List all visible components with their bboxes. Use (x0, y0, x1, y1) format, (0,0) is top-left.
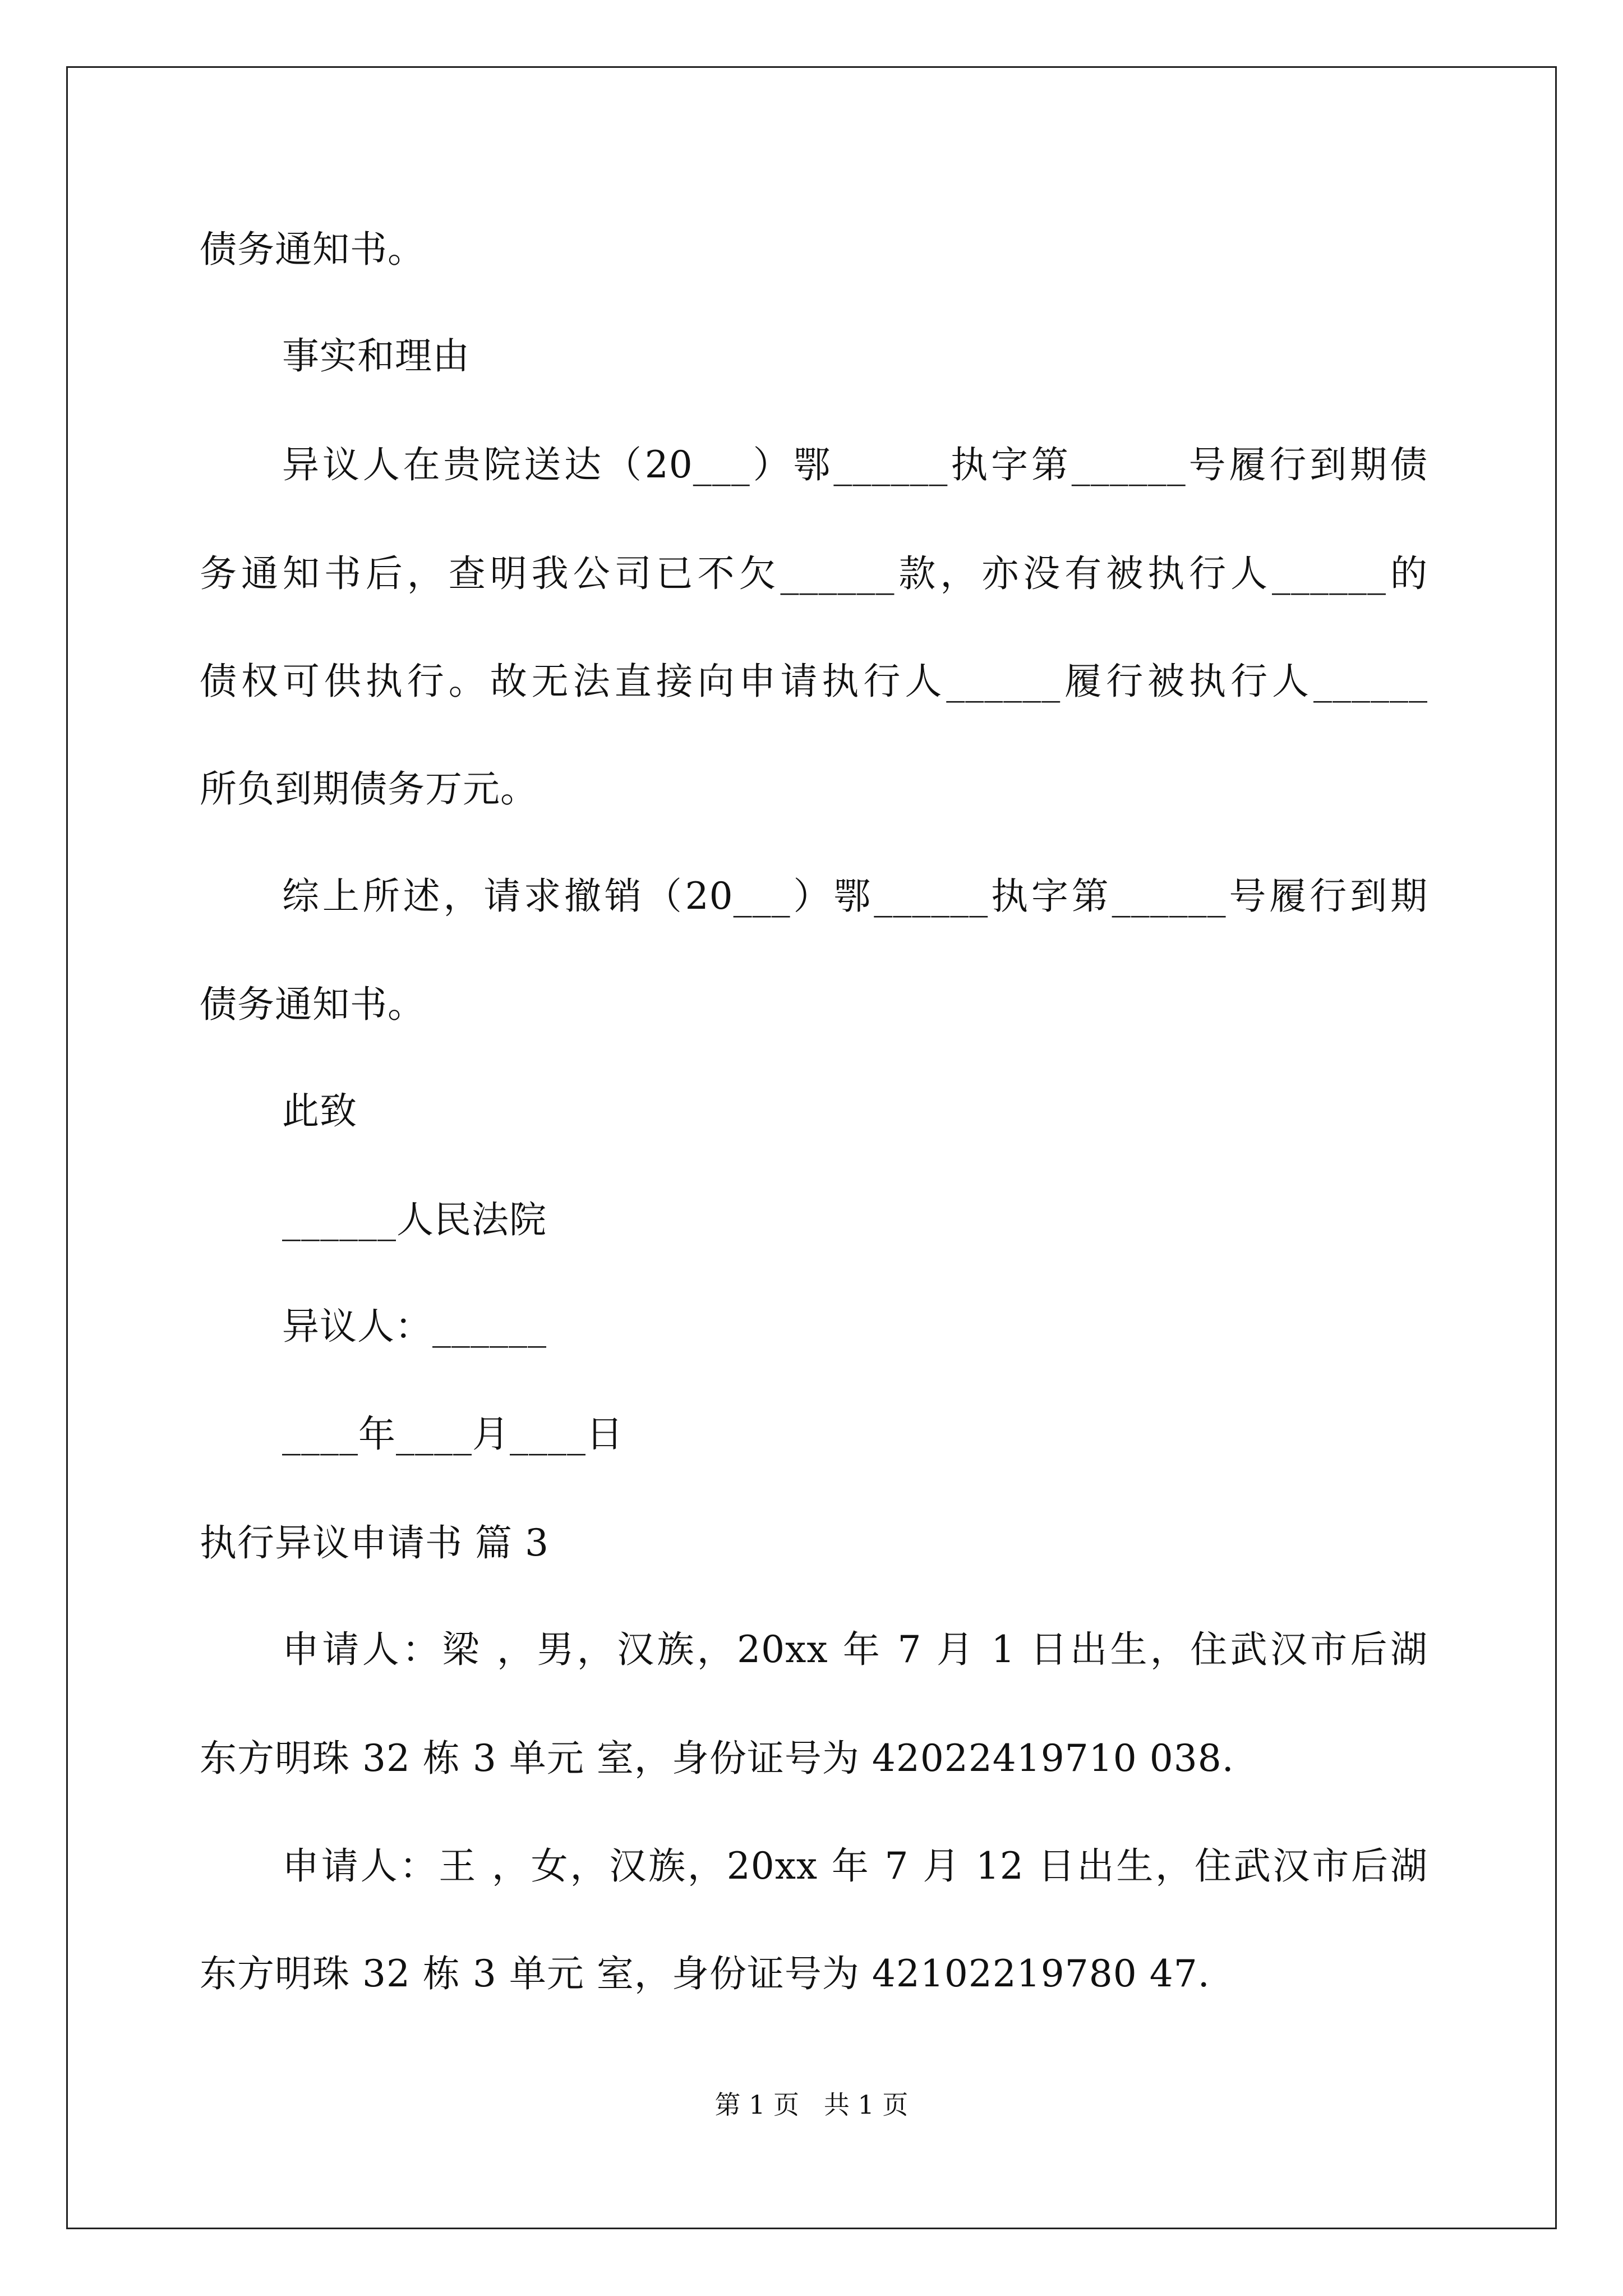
applicant-line: 东方明珠 32 栋 3 单元 室，身份证号为 42102219780 47. (200, 1952, 1210, 1995)
paragraph-line: 综上所述，请求撤销（20___）鄂______执字第______号履行到期 (282, 875, 1428, 918)
page-footer: 第 1 页 共 1 页 (714, 2090, 909, 2120)
section-title: 执行异议申请书 篇 3 (200, 1521, 549, 1565)
paragraph-line: 债权可供执行。故无法直接向申请执行人______履行被执行人______ (200, 660, 1428, 703)
paragraph-line: 所负到期债务万元。 (200, 767, 538, 811)
salutation: 此致 (282, 1089, 357, 1133)
applicant-line: 申请人：梁 ，男，汉族，20xx 年 7 月 1 日出生，住武汉市后湖 (282, 1628, 1428, 1671)
date-line: ____年____月____日 (282, 1412, 624, 1456)
paragraph-line: 异议人在贵院送达（20___）鄂______执字第______号履行到期债 (282, 443, 1428, 486)
applicant-line: 东方明珠 32 栋 3 单元 室，身份证号为 42022419710 038. (200, 1737, 1234, 1780)
objector-signature: 异议人：______ (282, 1305, 547, 1348)
paragraph-line: 务通知书后，查明我公司已不欠______款，亦没有被执行人______的 (200, 552, 1428, 595)
section-heading: 事实和理由 (282, 334, 470, 378)
page-border (66, 66, 1557, 2229)
text-line: 债务通知书。 (200, 228, 425, 271)
paragraph-line: 债务通知书。 (200, 983, 425, 1026)
recipient-court: ______人民法院 (282, 1198, 547, 1241)
applicant-line: 申请人：王 ，女，汉族，20xx 年 7 月 12 日出生，住武汉市后湖 (282, 1844, 1428, 1888)
